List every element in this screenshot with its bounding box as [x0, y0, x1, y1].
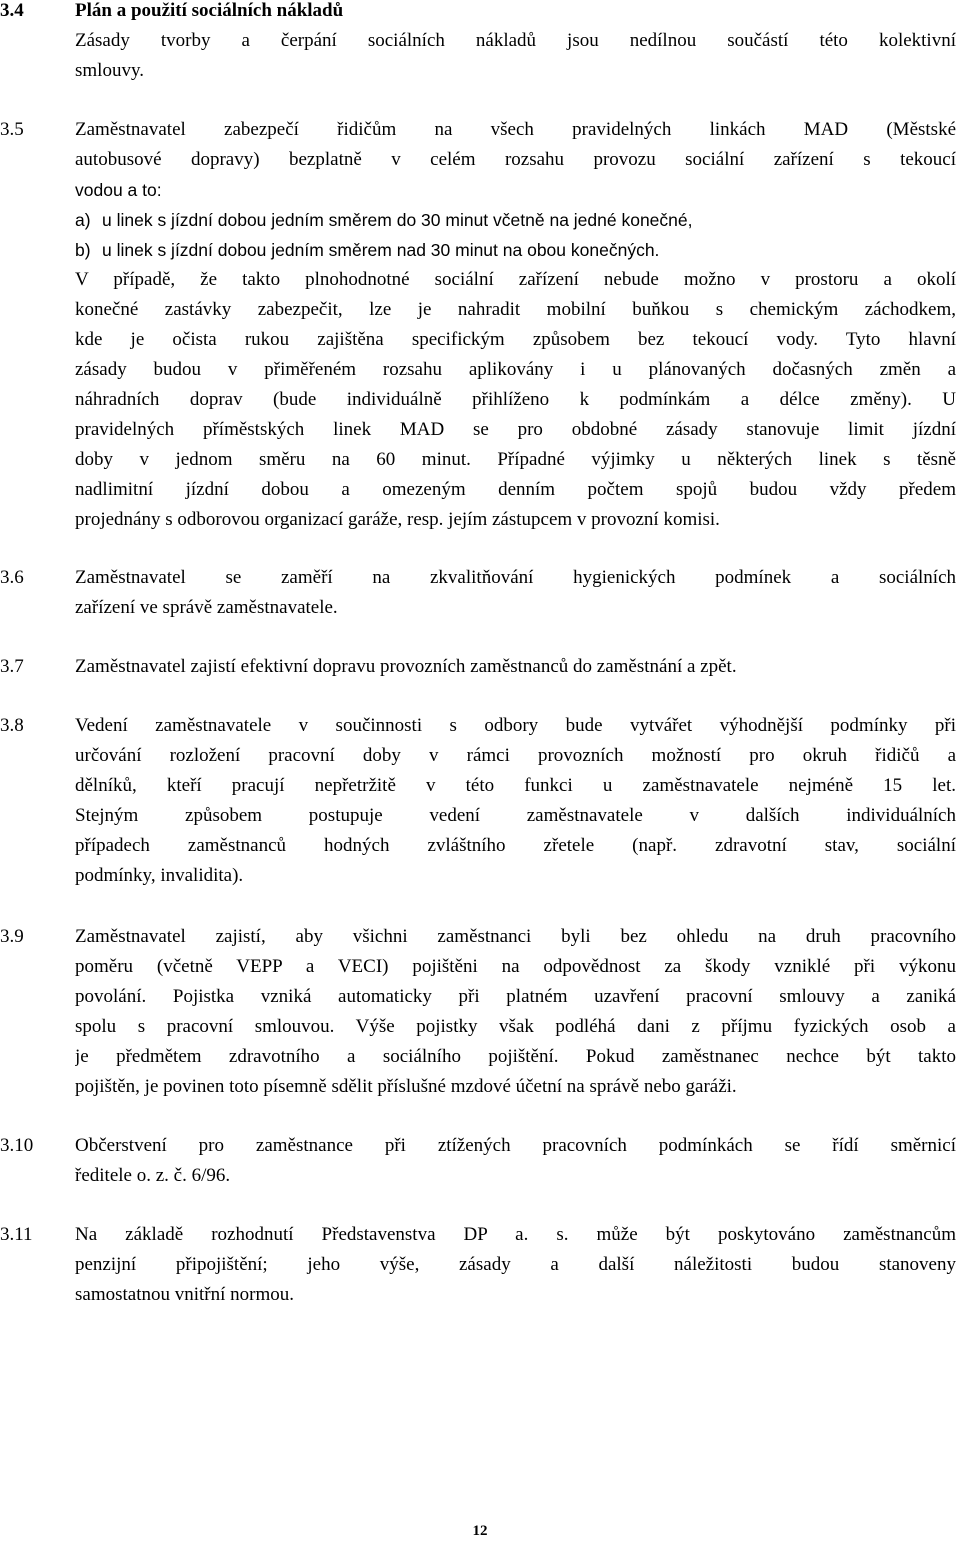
- text-line: je předmětem zdravotního a sociálního pojištění. Pokud zaměstnanec nechce být takto: [75, 1046, 956, 1067]
- text-line: spolu s pracovní smlouvou. Výše pojistky však podléhá dani z příjmu fyzických osob a: [75, 1016, 956, 1037]
- text-line: náhradních doprav (bude individuálně přihlíženo k podmínkám a délce změny). U: [75, 389, 956, 410]
- section-body: [75, 563, 956, 623]
- text-line: určování rozložení pracovní doby v rámci provozních možností pro okruh řidičů a: [75, 745, 956, 766]
- section-body: [75, 922, 956, 1102]
- section-number: 3.4: [0, 0, 24, 21]
- text-line: doby v jednom směru na 60 minut. Případné výjimky u některých linek s těsně: [75, 449, 956, 470]
- section-number: 3.5: [0, 119, 24, 140]
- section-number: 3.9: [0, 926, 24, 947]
- text-line: pravidelných příměstských linek MAD se pro obdobné zásady stanovuje limit jízdní: [75, 419, 956, 440]
- section-body: [75, 1131, 956, 1191]
- section-body: [75, 652, 956, 682]
- text-line: penzijní připojištění; jeho výše, zásady a další náležitosti budou stanoveny: [75, 1254, 956, 1275]
- text-line: zařízení ve správě zaměstnavatele.: [75, 597, 338, 618]
- section-number: 3.11: [0, 1224, 33, 1245]
- text-line: Občerstvení pro zaměstnance při ztížených pracovních podmínkách se řídí směrnicí: [75, 1135, 956, 1156]
- list-item: [75, 205, 956, 235]
- text-line: Zaměstnavatel zabezpečí řidičům na všech pravidelných linkách MAD (Městské: [75, 119, 956, 140]
- text-line: povolání. Pojistka vzniká automaticky při platném uzavření pracovní smlouvy a zaniká: [75, 986, 956, 1007]
- text-line: vodou a to:: [75, 180, 162, 200]
- page-number: 12: [472, 1523, 488, 1539]
- text-line: konečné zastávky zabezpečit, lze je nahradit mobilní buňkou s chemickým záchodkem,: [75, 299, 956, 320]
- text-line: Zaměstnavatel zajistí efektivní dopravu provozních zaměstnanců do zaměstnání a zpět.: [75, 656, 737, 677]
- text-line: projednány s odborovou organizací garáže, resp. jejím zástupcem v provozní komisi.: [75, 509, 720, 530]
- list-item-label: b): [75, 240, 91, 260]
- section-number: 3.10: [0, 1135, 34, 1156]
- text-line: Na základě rozhodnutí Představenstva DP a. s. může být poskytováno zaměstnancům: [75, 1224, 956, 1245]
- text-line: Zásady tvorby a čerpání sociálních nákladů jsou nedílnou součástí této kolektivní: [75, 30, 956, 51]
- text-line: ředitele o. z. č. 6/96.: [75, 1165, 231, 1186]
- text-line: dělníků, kteří pracují nepřetržitě v této funkci u zaměstnavatele nejméně 15 let.: [75, 775, 956, 796]
- section-number: 3.7: [0, 656, 24, 677]
- text-line: Zaměstnavatel zajistí, aby všichni zaměstnanci byli bez ohledu na druh pracovního: [75, 926, 956, 947]
- text-line: poměru (včetně VEPP a VECI) pojištěni na odpovědnost za škody vzniklé při výkonu: [75, 956, 956, 977]
- section-body: [75, 115, 956, 535]
- text-line: Stejným způsobem postupuje vedení zaměstnavatele v dalších individuálních: [75, 805, 956, 826]
- section-body: [75, 711, 956, 891]
- text-line: V případě, že takto plnohodnotné sociální zařízení nebude možno v prostoru a okolí: [75, 269, 956, 290]
- text-line: Vedení zaměstnavatele v součinnosti s odbory bude vytvářet výhodnější podmínky při: [75, 715, 956, 736]
- section-number: 3.6: [0, 567, 24, 588]
- text-line: případech zaměstnanců hodných zvláštního zřetele (např. zdravotní stav, sociální: [75, 835, 956, 856]
- text-line: zásady budou v přiměřeném rozsahu aplikovány i u plánovaných dočasných změn a: [75, 359, 956, 380]
- text-line: Zaměstnavatel se zaměří na zkvalitňování hygienických podmínek a sociálních: [75, 567, 956, 588]
- text-line: smlouvy.: [75, 60, 144, 81]
- list-item-label: a): [75, 210, 91, 230]
- section-number: 3.8: [0, 715, 24, 736]
- text-line: autobusové dopravy) bezplatně v celém rozsahu provozu sociální zařízení s tekoucí: [75, 149, 956, 170]
- list-item-text: u linek s jízdní dobou jedním směrem nad 30 minut na obou konečných.: [102, 240, 660, 260]
- text-line: pojištěn, je povinen toto písemně sdělit příslušné mzdové účetní na správě nebo garáži.: [75, 1076, 737, 1097]
- text-line: podmínky, invalidita).: [75, 865, 244, 886]
- section-body: [75, 0, 956, 86]
- list-item: [75, 235, 956, 265]
- list-item-text: u linek s jízdní dobou jedním směrem do 30 minut včetně na jedné konečné,: [102, 210, 693, 230]
- text-line: samostatnou vnitřní normou.: [75, 1284, 295, 1305]
- text-line: nadlimitní jízdní dobou a omezeným denním počtem spojů budou vždy předem: [75, 479, 956, 500]
- section-title: Plán a použití sociálních nákladů: [75, 0, 344, 21]
- section-body: [75, 1220, 956, 1310]
- text-line: kde je očista rukou zajištěna specifickým způsobem bez tekoucí vody. Tyto hlavní: [75, 329, 956, 350]
